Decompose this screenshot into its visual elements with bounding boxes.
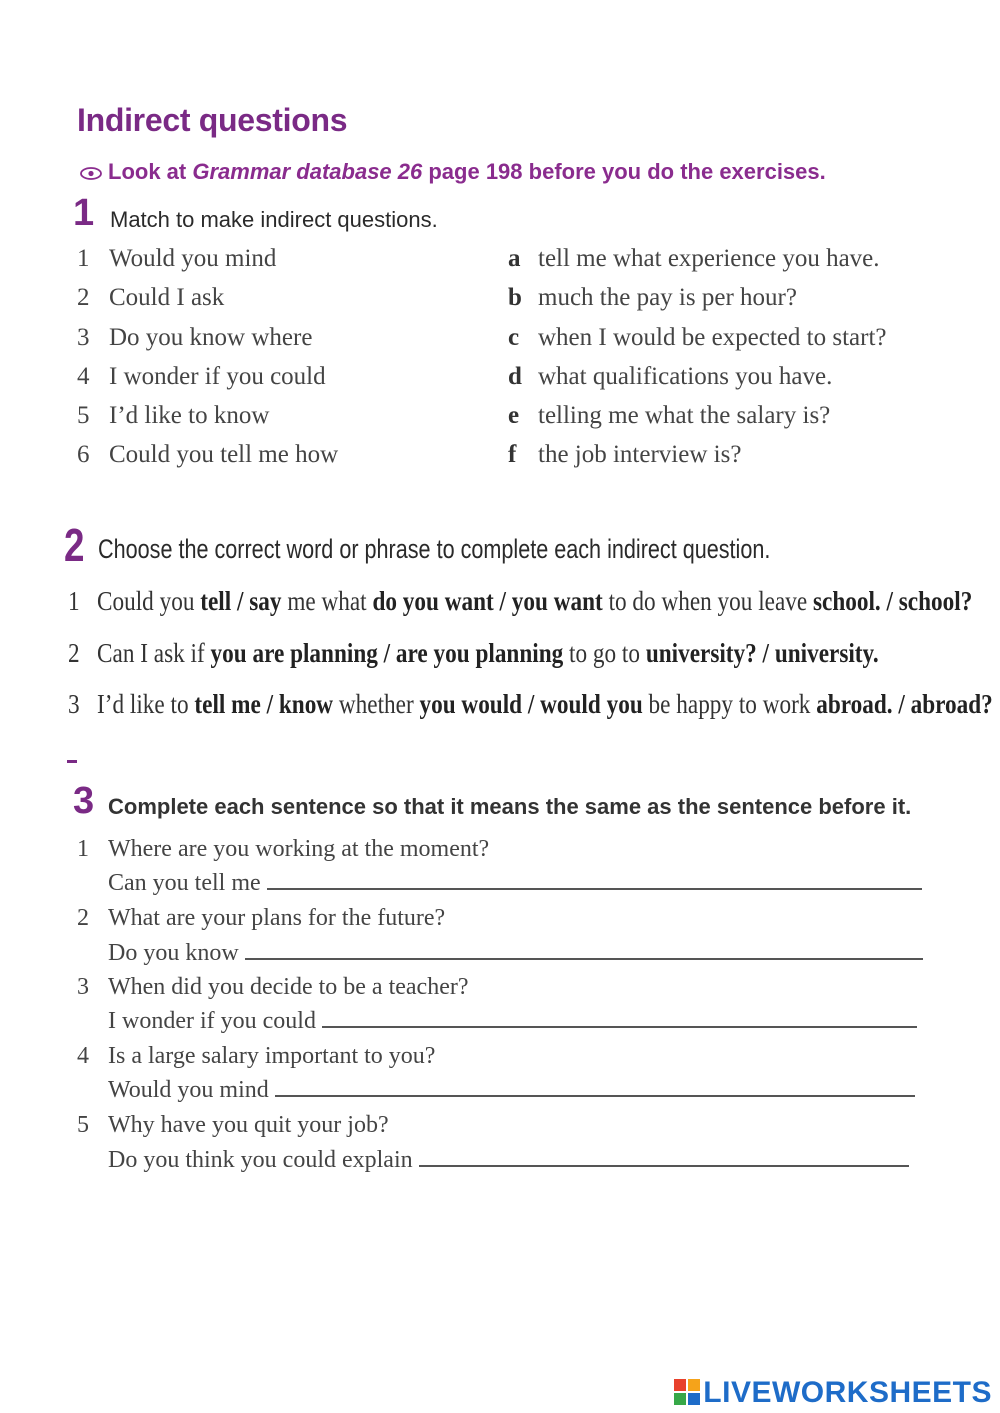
text-part: be happy to work [642, 689, 817, 719]
choice-option[interactable]: do you want / you want [372, 586, 603, 616]
match-option [508, 363, 832, 391]
page-title: Indirect questions [77, 102, 348, 138]
watermark-text: LIVEWORKSHEETS [703, 1376, 992, 1409]
answer-row [108, 940, 923, 967]
text-part: to do when you leave [602, 586, 813, 616]
list-item [77, 363, 326, 391]
item-number: 3 [77, 974, 89, 1000]
option-letter: e [508, 402, 520, 429]
item-text: I’d like to know [109, 402, 270, 429]
match-option [508, 441, 741, 469]
item-number: 5 [77, 1112, 89, 1138]
choice-option[interactable]: abroad. / abroad? [816, 689, 993, 719]
option-text: the job interview is? [538, 441, 742, 468]
choice-option[interactable]: university? / university. [645, 638, 879, 668]
item-number: 1 [77, 245, 90, 272]
item-number: 6 [77, 441, 90, 468]
item-text: Could I ask [109, 284, 225, 311]
option-letter: a [508, 245, 521, 272]
question-text: Why have you quit your job? [108, 1112, 389, 1138]
note-post: page 198 before you do the exercises. [422, 159, 826, 184]
list-item [77, 284, 224, 312]
item-text: Would you mind [109, 245, 277, 272]
exercise-2-number: 2 [64, 519, 85, 571]
question-row [77, 1112, 389, 1139]
item-text: Do you know where [109, 324, 313, 351]
question-text: Where are you working at the moment? [108, 836, 490, 862]
item-number: 2 [77, 905, 89, 931]
text-part: to go to [563, 638, 646, 668]
match-option [508, 245, 880, 273]
answer-line[interactable] [275, 1081, 915, 1097]
item-text: Could you tell me how [109, 441, 339, 468]
answer-prompt: Can you tell me [108, 870, 261, 896]
choice-option[interactable]: tell / say [200, 586, 282, 616]
answer-prompt: Do you know [108, 940, 239, 966]
liveworksheets-logo [674, 1376, 992, 1410]
question-text: When did you decide to be a teacher? [108, 974, 469, 1000]
option-letter: f [508, 441, 517, 468]
answer-line[interactable] [267, 874, 922, 890]
question-row [77, 836, 489, 863]
choice-option[interactable]: tell me / know [194, 689, 334, 719]
grammar-note [80, 159, 826, 185]
exercise-1-number: 1 [73, 192, 95, 234]
choice-sentence [68, 689, 993, 720]
item-text: I wonder if you could [109, 363, 326, 390]
answer-line[interactable] [419, 1151, 909, 1167]
answer-prompt: I wonder if you could [108, 1008, 316, 1034]
answer-row [108, 1147, 909, 1174]
choice-option[interactable]: you are planning / are you planning [210, 638, 564, 668]
match-option [508, 402, 830, 430]
match-option [508, 324, 887, 352]
item-number: 1 [77, 836, 89, 862]
answer-row [108, 1077, 915, 1104]
question-text: What are your plans for the future? [108, 905, 446, 931]
list-item [77, 245, 276, 273]
liveworksheets-icon [674, 1379, 700, 1405]
item-number: 3 [68, 689, 80, 719]
item-number: 4 [77, 363, 90, 390]
question-text: Is a large salary important to you? [108, 1043, 436, 1069]
text-part: I’d like to [97, 689, 195, 719]
list-item [77, 441, 338, 469]
text-part: me what [281, 586, 373, 616]
choice-sentence [68, 586, 972, 617]
item-number: 3 [77, 324, 90, 351]
option-text: telling me what the salary is? [538, 402, 831, 429]
text-part: Could you [97, 586, 201, 616]
question-row [77, 1043, 435, 1070]
list-item [77, 324, 312, 352]
exercise-2-instruction: Choose the correct word or phrase to complete each indirect question. [98, 534, 771, 564]
exercise-3-instruction: Complete each sentence so that it means the same as the sentence before it. [108, 794, 912, 819]
question-row [77, 974, 469, 1001]
answer-row [108, 870, 922, 897]
choice-option[interactable]: you would / would you [419, 689, 643, 719]
choice-option[interactable]: school. / school? [812, 586, 973, 616]
answer-line[interactable] [245, 944, 923, 960]
item-number: 2 [77, 284, 90, 311]
item-number: 1 [68, 586, 80, 616]
note-pre: Look at [108, 159, 193, 184]
item-number: 4 [77, 1043, 89, 1069]
option-text: tell me what experience you have. [538, 245, 880, 272]
item-number: 5 [77, 402, 90, 429]
answer-prompt: Would you mind [108, 1077, 269, 1103]
item-number: 2 [68, 638, 80, 668]
option-text: when I would be expected to start? [538, 324, 887, 351]
text-part: whether [333, 689, 420, 719]
list-item [77, 402, 269, 430]
exercise-1-instruction: Match to make indirect questions. [110, 207, 438, 232]
answer-row [108, 1008, 917, 1035]
note-reference: Grammar database 26 [192, 159, 423, 184]
option-letter: c [508, 324, 520, 351]
option-letter: b [508, 284, 522, 311]
answer-prompt: Do you think you could explain [108, 1147, 413, 1173]
option-letter: d [508, 363, 522, 390]
choice-sentence [68, 638, 879, 669]
answer-line[interactable] [322, 1012, 917, 1028]
text-part: Can I ask if [97, 638, 211, 668]
option-text: what qualifications you have. [538, 363, 833, 390]
option-text: much the pay is per hour? [538, 284, 797, 311]
exercise-3-number: 3 [73, 780, 95, 822]
eye-icon [80, 167, 102, 180]
decorative-dash [67, 760, 77, 763]
question-row [77, 905, 445, 932]
match-option [508, 284, 797, 312]
